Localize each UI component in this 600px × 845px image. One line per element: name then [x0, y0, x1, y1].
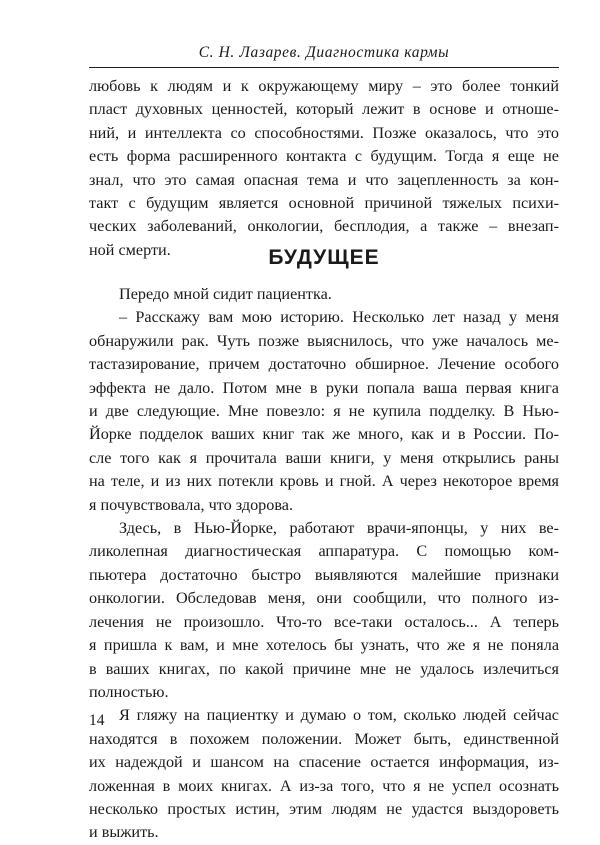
text-line: ной смерти.	[89, 240, 171, 259]
text-line: есть форма расширенного контакта с будущим. Тогда я еще не	[89, 147, 559, 166]
text-line: в ваших книгах, по какой причине мне не удалось излечиться	[89, 659, 559, 678]
text-line: тастазирование, причем достаточно обширное. Лечение особого	[89, 355, 559, 374]
text-line: Передо мной сидит пациентка.	[119, 285, 332, 303]
text-line: эффекта не дало. Потом мне в руки попала ваша первая книга	[89, 378, 559, 397]
intro-paragraph	[89, 75, 559, 262]
text-line: онкологии. Обследовав меня, они сообщили, что полного из-	[89, 589, 559, 608]
text-line: и две следующие. Мне повезло: я не купила подделку. В Нью-	[89, 402, 559, 421]
text-line: ний, и интеллекта со способностями. Позже оказалось, что это	[89, 123, 559, 142]
text-line: знал, что это самая опасная тема и что зацепленность за кон-	[89, 170, 559, 189]
text-line: такт с будущим является основной причиной тяжелых психи-	[89, 194, 559, 213]
text-line: и выжить.	[89, 823, 159, 842]
text-line: ческих заболеваний, онкологии, бесплодия, а также – внезап-	[89, 217, 559, 236]
text-line: полностью.	[89, 682, 169, 701]
header-rule	[89, 67, 559, 68]
text-line: Я гляжу на пациентку и думаю о том, сколько людей сейчас	[119, 706, 559, 725]
text-line: ликолепная диагностическая аппаратура. С помощью ком-	[89, 542, 559, 561]
chapter-title: БУДУЩЕЕ	[268, 246, 380, 269]
text-line: их надеждой и шансом на спасение остается информация, из-	[89, 753, 559, 772]
page-number: 14	[89, 712, 105, 729]
text-line: я пришла к вам, и мне хотелось бы узнать, что же я не поняла	[89, 636, 559, 655]
paragraph	[89, 306, 559, 517]
text-line: любовь к людям и к окружающему миру – это более тонкий	[89, 77, 559, 95]
text-line: я почувствовала, что здорова.	[89, 495, 294, 514]
text-line: пласт духовных ценностей, который лежит в основе и отноше-	[89, 100, 559, 119]
text-line: Здесь, в Нью-Йорке, работают врачи-японцы, у них ве-	[119, 519, 559, 538]
text-line: ложенная в моих книгах. А из-за того, что я не успел осознать	[89, 776, 559, 795]
text-line: лечения не произошло. Что-то все-таки осталось... А теперь	[89, 612, 559, 631]
text-line: сле того как я прочитала ваши книги, у меня открылись раны	[89, 448, 559, 467]
paragraph	[89, 704, 559, 844]
text-line: Йорке подделок ваших книг так же много, как и в России. По-	[89, 425, 559, 444]
text-line: несколько простых истин, этим людям не удастся выздороветь	[89, 799, 559, 818]
text-line: пьютера достаточно быстро выявляются малейшие признаки	[89, 565, 559, 584]
text-line: – Расскажу вам мою историю. Несколько лет назад у меня	[119, 308, 559, 327]
text-line: на теле, и из них потекли кровь и гной. А через некоторое время	[89, 472, 559, 491]
chapter-body	[89, 283, 559, 845]
running-head: С. Н. Лазарев. Диагностика кармы	[198, 44, 450, 61]
text-line: обнаружили рак. Чуть позже выяснилось, что уже началось ме-	[89, 331, 559, 350]
text-line: находятся в похожем положении. Может быть, единственной	[89, 729, 559, 748]
paragraph	[89, 517, 559, 704]
paragraph	[89, 283, 559, 306]
